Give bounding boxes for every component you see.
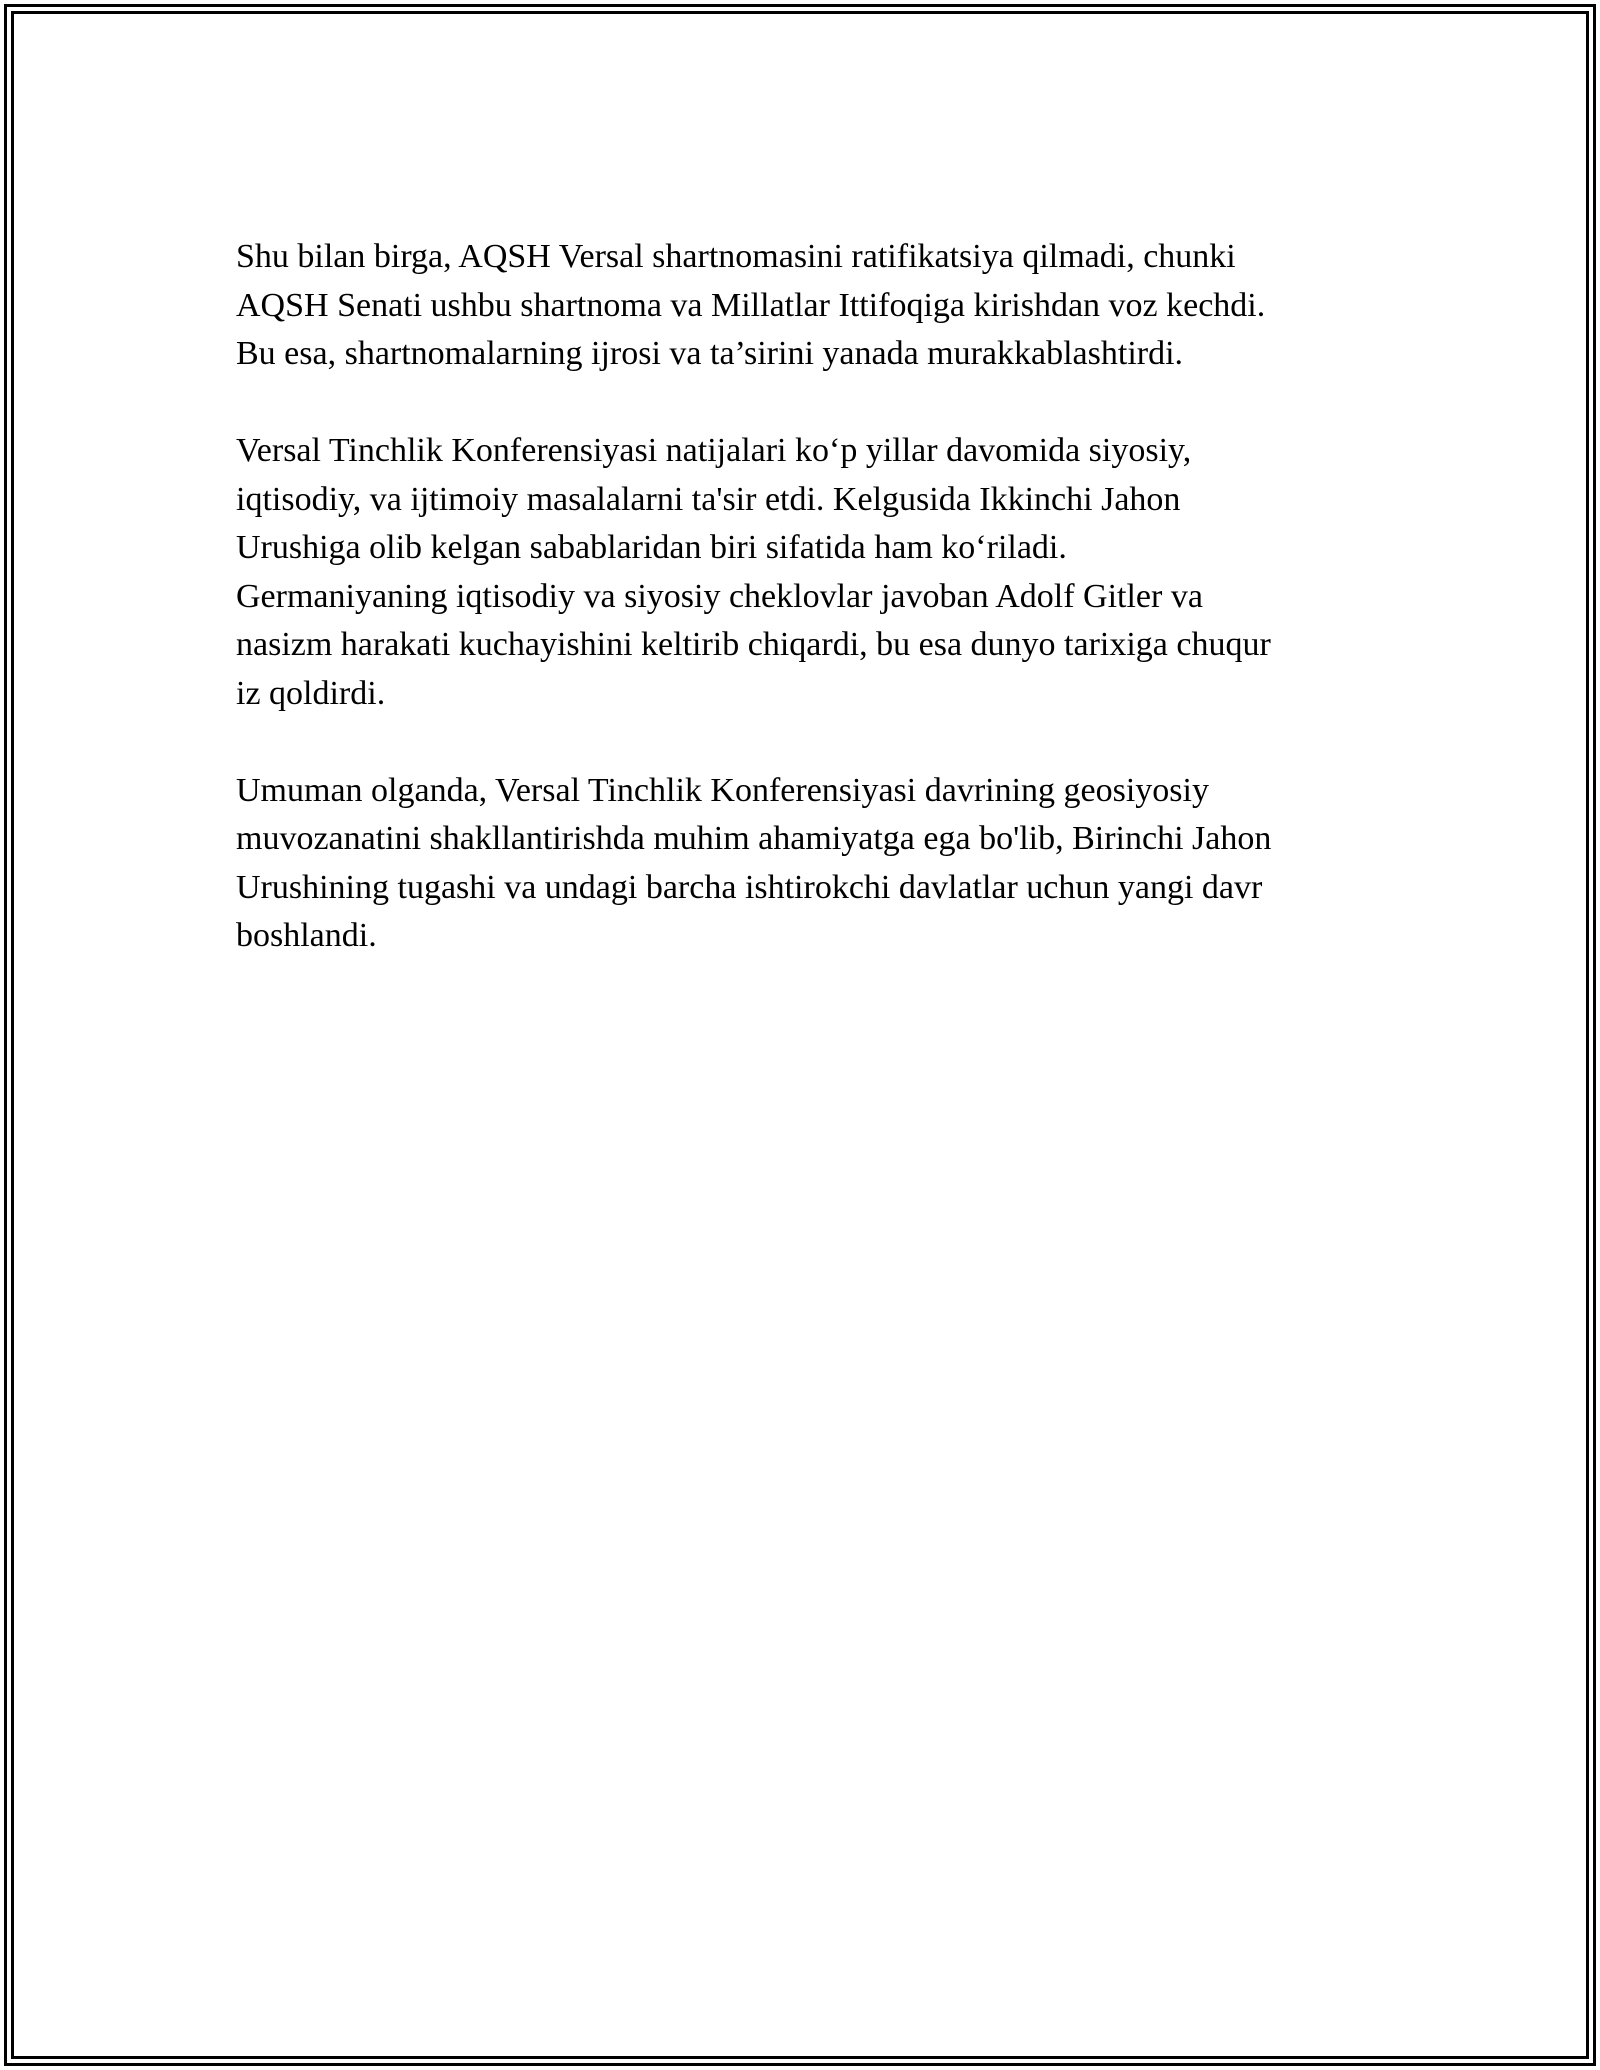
paragraph-3: Umuman olganda, Versal Tinchlik Konferensiyasi davrining geosiyosiy muvozanatini shakllantirishda muhim ahamiyatga ega bo'lib, Birinchi Jahon Urushining tugashi va undagi barcha ishtirokchi davlatlar uchun yangi davr boshlandi. [236,771,1272,954]
paragraph-2: Versal Tinchlik Konferensiyasi natijalari ko‘p yillar davomida siyosiy, iqtisodiy, va ijtimoiy masalalarni ta'sir etdi. Kelgusida Ikkinchi Jahon Urushiga olib kelgan sabablaridan biri sifatida ham ko‘riladi. Germaniyaning iqtisodiy va siyosiy cheklovlar javoban Adolf Gitler va nasizm harakati kuchayishini keltirib chiqardi, bu esa dunyo tarixiga chuqur iz qoldirdi. [236,432,1271,712]
paragraph-1: Shu bilan birga, AQSH Versal shartnomasini ratifikatsiya qilmadi, chunki AQSH Senati ushbu shartnoma va Millatlar Ittifoqiga kirishdan voz kechdi. Bu esa, shartnomalarning ijrosi va ta’sirini yanada murakkablashtirdi. [236,238,1266,372]
document-body [236,233,1366,1009]
